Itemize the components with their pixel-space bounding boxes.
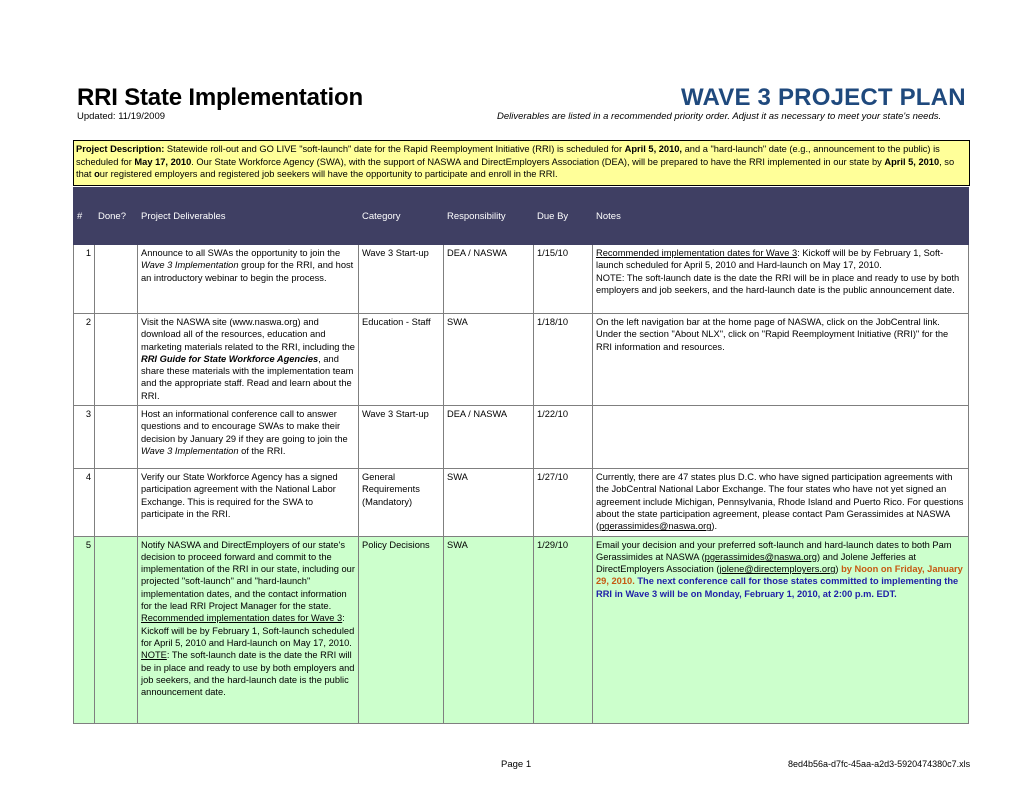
column-header-done: Done? [95,188,138,245]
due-date-cell: 1/15/10 [534,245,593,314]
deliverable-text: Host an informational conference call to answer questions and to encourage SWAs to make their decision by January 29 if they are going to join the [141,409,348,444]
deadline-text: by Noon on Friday, January 29, 2010. [596,564,963,587]
category-cell: Policy Decisions [359,536,444,723]
responsibility-cell: DEA / NASWA [444,245,534,314]
notes-text: ). [711,521,718,532]
responsibility-cell: SWA [444,536,534,723]
description-text: Statewide roll-out and GO LIVE "soft-launch" date for the Rapid Reemployment Initiative (RRI) is scheduled for [164,144,625,154]
table-row [74,314,969,406]
notes-text: ) [835,564,839,575]
email-link[interactable]: pgerassimides@naswa.org [599,521,712,532]
category-cell: Wave 3 Start-up [359,245,444,314]
deliverable-text: Visit the NASWA site (www.naswa.org) and download all of the resources, education and marketing materials related to the RRI, including the [141,317,355,352]
done-cell[interactable] [95,314,138,406]
deliverable-cell [138,406,359,469]
updated-date: Updated: 11/19/2009 [77,111,166,122]
done-cell[interactable] [95,245,138,314]
project-description [73,140,970,186]
description-text: , so that [76,156,955,180]
notes-cell [593,245,969,314]
notes-text: ) and Jolene Jefferies at DirectEmployers Association ( [596,551,917,575]
implementation-date: April 5, 2010 [884,156,940,167]
notes-text: : Kickoff will be by February 1, Soft-launch scheduled for April 5, 2010 and Hard-launch on May 17, 2010. [596,248,944,271]
soft-launch-date: April 5, 2010, [624,144,683,154]
description-text: o [94,169,100,180]
notes-cell: On the left navigation bar at the home page of NASWA, click on the JobCentral link. Under the section "About NLX", click on "Rapid Reemployment Initiative (RRI)" for the RRI information and resources. [593,314,969,406]
deliverable-text: , and share these materials with the implementation team and the appropriate staff. Read and learn about the RRI. [141,353,354,401]
description-text: ur registered employers and registered job seekers will have the opportunity to participate and enroll in the RRI. [99,169,558,180]
deliverable-text: RRI Guide for State Workforce Agencies [141,353,319,364]
conference-call-text: The next conference call for those states committed to implementing the RRI in Wave 3 will be on Monday, February 1, 2010, at 2:00 p.m. EDT. [596,576,959,599]
done-cell[interactable] [95,469,138,536]
column-header-deliverables: Project Deliverables [138,188,359,245]
column-header-number: # [74,188,95,245]
page-title: RRI State Implementation [77,84,363,111]
category-cell: Education - Staff [359,314,444,406]
column-header-category: Category [359,188,444,245]
email-link[interactable]: pgerassimides@naswa.org [704,551,817,562]
responsibility-cell: DEA / NASWA [444,406,534,469]
deliverable-text: Recommended implementation dates for Wave 3 [141,613,343,624]
notes-text: Currently, there are 47 states plus D.C. who have signed participation agreements with the JobCentral National Labor Exchange. The four states who have not yet signed an agreement include Michigan, Pennsylvania, Rhode Island and Puerto Rico. For questions about the state participation agreement, please contact Pam Gerassimides at NASWA ( [596,472,964,532]
deliverable-text: NOTE [141,650,167,661]
deliverable-text: : The soft-launch date is the date the RRI will be in place and ready to use by both employers and job seekers, and the hard-launch date is the public announcement date. [141,650,355,698]
row-number: 2 [74,314,95,406]
notes-cell [593,536,969,723]
table-row [74,406,969,469]
hard-launch-date: May 17, 2010 [134,156,192,167]
column-header-notes: Notes [593,188,969,245]
description-text: and a "hard-launch" date (e.g., announcement to the public) is scheduled for [76,144,940,167]
table-row [74,536,969,723]
responsibility-cell: SWA [444,314,534,406]
plan-title: WAVE 3 PROJECT PLAN [681,84,966,111]
due-date-cell: 1/18/10 [534,314,593,406]
project-plan-table [73,187,969,724]
category-cell: General Requirements (Mandatory) [359,469,444,536]
category-cell: Wave 3 Start-up [359,406,444,469]
responsibility-cell: SWA [444,469,534,536]
row-number: 1 [74,245,95,314]
notes-cell [593,406,969,469]
column-header-responsibility: Responsibility [444,188,534,245]
deliverable-cell: Verify our State Workforce Agency has a signed participation agreement with the National Labor Exchange. This is required for the SWA to participate in the RRI. [138,469,359,536]
deliverable-text: Wave 3 Implementation [141,260,239,271]
deliverable-text: Wave 3 Implementation [141,445,239,456]
row-number: 5 [74,536,95,723]
notes-cell [593,469,969,536]
description-label: Project Description: [76,144,165,154]
due-date-cell: 1/22/10 [534,406,593,469]
email-link[interactable]: jolene@directemployers.org [719,564,836,575]
table-header [74,188,969,245]
deliverable-cell [138,314,359,406]
done-cell[interactable] [95,406,138,469]
column-header-due-by: Due By [534,188,593,245]
due-date-cell: 1/29/10 [534,536,593,723]
deliverable-text: : Kickoff will be by February 1, Soft-launch scheduled for April 5, 2010 and Hard-launch on May 17, 2010. [141,613,355,648]
notes-text: Recommended implementation dates for Wave 3 [596,248,798,258]
deliverable-text: Notify NASWA and DirectEmployers of our state's decision to proceed forward and commit to the implementation of the RRI in our state, including our projected "soft-launch" and "hard-launch" implementation dates, and the contact information for the lead RRI Project Manager for the state. [141,539,355,612]
notes-text: NOTE: The soft-launch date is the date the RRI will be in place and ready to use by both employers and job seekers, and the hard-launch date is the public announcement date. [596,272,960,295]
file-name: 8ed4b56a-d7fc-45aa-a2d3-5920474380c7.xls [788,759,971,769]
row-number: 4 [74,469,95,536]
deliverable-text: group for the RRI, and host an introductory webinar to begin the process. [141,260,354,283]
done-cell[interactable] [95,536,138,723]
deliverable-cell [138,536,359,723]
due-date-cell: 1/27/10 [534,469,593,536]
page-number: Page 1 [501,759,532,770]
deliverable-cell [138,245,359,314]
notes-text: Email your decision and your preferred soft-launch and hard-launch dates to both Pam Gerassimides at NASWA ( [596,539,952,562]
priority-note: Deliverables are listed in a recommended priority order. Adjust it as necessary to meet your state's needs. [497,111,942,122]
table-row [74,469,969,536]
deliverable-text: Announce to all SWAs the opportunity to join the [141,248,341,258]
description-text: . Our State Workforce Agency (SWA), with the support of NASWA and DirectEmployers Association (DEA), will be prepared to have the RRI implemented in our state by [191,156,885,167]
table-row [74,245,969,314]
row-number: 3 [74,406,95,469]
deliverable-text: of the RRI. [238,445,286,456]
